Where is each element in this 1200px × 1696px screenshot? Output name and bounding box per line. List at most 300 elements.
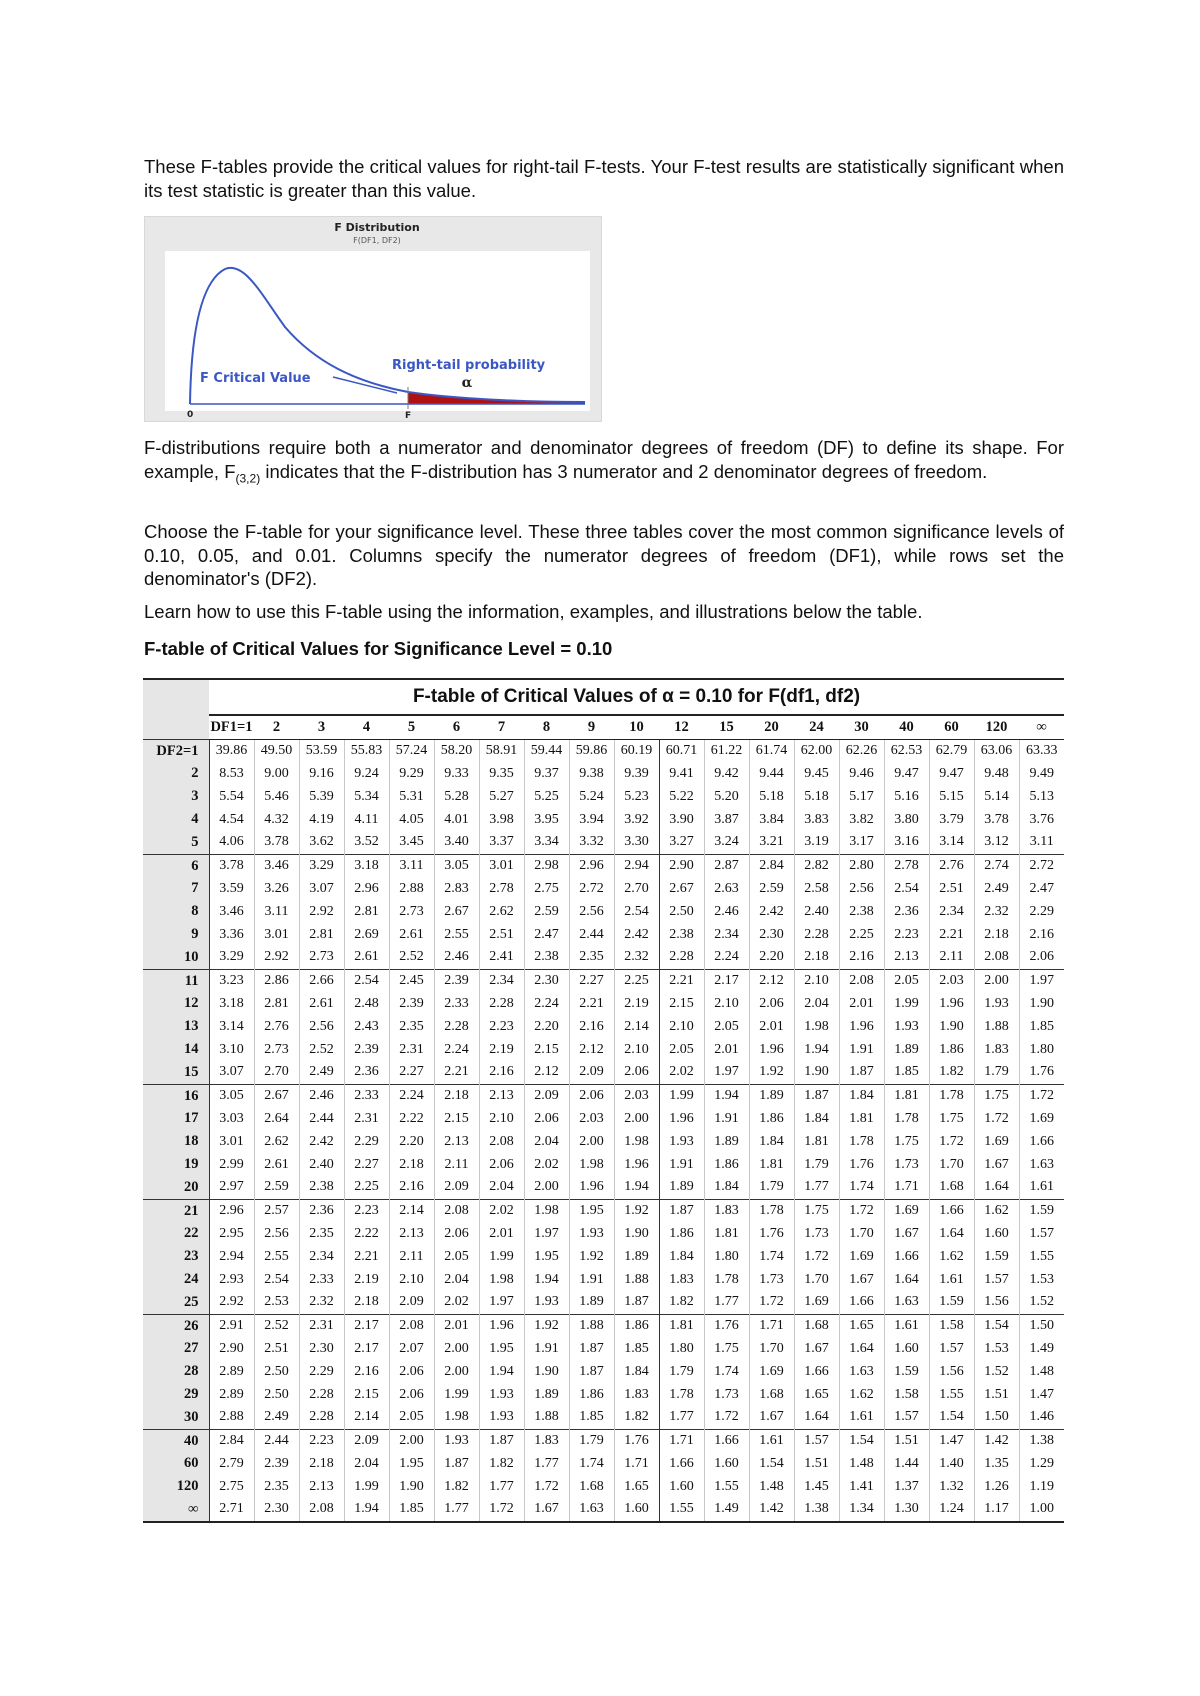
critical-value-cell: 1.66 [839, 1291, 884, 1314]
critical-value-cell: 2.28 [434, 1015, 479, 1038]
learn-paragraph: Learn how to use this F-table using the information, examples, and illustrations below the table. [144, 601, 923, 622]
critical-value-cell: 2.73 [254, 1038, 299, 1061]
critical-value-cell: 1.35 [974, 1453, 1019, 1476]
critical-value-cell: 2.20 [524, 1015, 569, 1038]
critical-value-cell: 2.16 [479, 1061, 524, 1084]
df1-header: 20 [749, 715, 794, 739]
critical-value-cell: 2.48 [344, 993, 389, 1016]
df2-label: 28 [143, 1360, 209, 1383]
critical-value-cell: 1.87 [479, 1429, 524, 1452]
critical-value-cell: 5.39 [299, 785, 344, 808]
critical-value-cell: 2.59 [254, 1176, 299, 1199]
critical-value-cell: 1.89 [614, 1245, 659, 1268]
critical-value-cell: 1.74 [749, 1245, 794, 1268]
critical-value-cell: 1.91 [659, 1153, 704, 1176]
critical-value-cell: 2.15 [524, 1038, 569, 1061]
critical-value-cell: 4.11 [344, 808, 389, 831]
critical-value-cell: 2.18 [344, 1291, 389, 1314]
df1-header: 3 [299, 715, 344, 739]
critical-value-cell: 1.76 [749, 1223, 794, 1246]
critical-value-cell: 2.50 [254, 1360, 299, 1383]
table-row [143, 923, 1064, 946]
critical-value-cell: 3.80 [884, 808, 929, 831]
critical-value-cell: 2.53 [254, 1291, 299, 1314]
critical-value-cell: 53.59 [299, 739, 344, 762]
critical-value-cell: 3.79 [929, 808, 974, 831]
critical-value-cell: 2.38 [524, 946, 569, 969]
df2-label: 4 [143, 808, 209, 831]
critical-value-cell: 1.93 [884, 1015, 929, 1038]
df2-label: 120 [143, 1475, 209, 1498]
critical-value-cell: 1.78 [929, 1084, 974, 1107]
critical-value-cell: 49.50 [254, 739, 299, 762]
critical-value-cell: 2.02 [434, 1291, 479, 1314]
critical-value-cell: 2.80 [839, 854, 884, 877]
critical-value-cell: 1.55 [704, 1475, 749, 1498]
critical-value-cell: 2.64 [254, 1108, 299, 1131]
critical-value-cell: 1.83 [659, 1268, 704, 1291]
critical-value-cell: 2.76 [929, 854, 974, 877]
critical-value-cell: 9.37 [524, 763, 569, 786]
critical-value-cell: 2.18 [389, 1153, 434, 1176]
critical-value-cell: 1.84 [794, 1108, 839, 1131]
critical-value-cell: 1.89 [659, 1176, 704, 1199]
critical-value-cell: 1.42 [749, 1498, 794, 1522]
critical-value-cell: 3.21 [749, 831, 794, 854]
df1-header: 15 [704, 715, 749, 739]
critical-value-cell: 2.61 [254, 1153, 299, 1176]
df1-header: ∞ [1019, 715, 1064, 739]
critical-value-cell: 1.78 [704, 1268, 749, 1291]
critical-value-cell: 2.67 [254, 1084, 299, 1107]
critical-value-cell: 2.17 [704, 969, 749, 992]
critical-value-cell: 58.20 [434, 739, 479, 762]
critical-value-cell: 1.89 [569, 1291, 614, 1314]
critical-value-cell: 2.40 [299, 1153, 344, 1176]
critical-value-cell: 1.82 [659, 1291, 704, 1314]
table-row [143, 1108, 1064, 1131]
critical-value-cell: 1.68 [794, 1314, 839, 1337]
table-row [143, 831, 1064, 854]
critical-value-cell: 2.31 [389, 1038, 434, 1061]
critical-value-cell: 1.98 [479, 1268, 524, 1291]
critical-value-cell: 2.27 [569, 969, 614, 992]
critical-value-cell: 2.54 [614, 900, 659, 923]
critical-value-cell: 2.25 [614, 969, 659, 992]
critical-value-cell: 2.14 [344, 1406, 389, 1429]
critical-value-cell: 2.91 [209, 1314, 254, 1337]
critical-value-cell: 2.92 [254, 946, 299, 969]
critical-value-cell: 1.93 [569, 1223, 614, 1246]
critical-value-cell: 9.46 [839, 763, 884, 786]
critical-value-cell: 5.25 [524, 785, 569, 808]
critical-value-cell: 5.54 [209, 785, 254, 808]
critical-value-cell: 1.81 [704, 1223, 749, 1246]
table-row [143, 1199, 1064, 1222]
df1-header: 9 [569, 715, 614, 739]
critical-value-cell: 1.94 [794, 1038, 839, 1061]
critical-value-cell: 2.33 [344, 1084, 389, 1107]
critical-value-cell: 2.06 [1019, 946, 1064, 969]
critical-value-cell: 2.29 [344, 1130, 389, 1153]
table-row [143, 1061, 1064, 1084]
critical-value-cell: 1.93 [524, 1291, 569, 1314]
critical-value-cell: 1.90 [1019, 993, 1064, 1016]
critical-value-cell: 1.70 [839, 1223, 884, 1246]
critical-value-cell: 1.94 [524, 1268, 569, 1291]
critical-value-cell: 1.84 [659, 1245, 704, 1268]
critical-value-cell: 1.83 [704, 1199, 749, 1222]
critical-value-cell: 9.44 [749, 763, 794, 786]
critical-value-cell: 2.00 [524, 1176, 569, 1199]
critical-value-cell: 4.19 [299, 808, 344, 831]
critical-value-cell: 1.81 [839, 1108, 884, 1131]
critical-value-cell: 3.82 [839, 808, 884, 831]
critical-value-cell: 1.95 [524, 1245, 569, 1268]
critical-value-cell: 1.87 [839, 1061, 884, 1084]
critical-value-cell: 1.98 [524, 1199, 569, 1222]
critical-value-cell: 2.06 [569, 1084, 614, 1107]
critical-value-cell: 2.08 [389, 1314, 434, 1337]
critical-value-cell: 1.85 [389, 1498, 434, 1522]
critical-value-cell: 1.63 [884, 1291, 929, 1314]
table-row [143, 1383, 1064, 1406]
table-row [143, 1291, 1064, 1314]
critical-value-cell: 2.75 [524, 878, 569, 901]
critical-value-cell: 1.73 [794, 1223, 839, 1246]
critical-value-cell: 2.28 [794, 923, 839, 946]
critical-value-cell: 2.05 [434, 1245, 479, 1268]
critical-value-cell: 2.54 [884, 878, 929, 901]
critical-value-cell: 1.54 [839, 1429, 884, 1452]
df2-label: 7 [143, 878, 209, 901]
critical-value-cell: 9.00 [254, 763, 299, 786]
critical-value-cell: 2.04 [344, 1453, 389, 1476]
critical-value-cell: 3.11 [1019, 831, 1064, 854]
intro-paragraph: These F-tables provide the critical values for right-tail F-tests. Your F-test results are statistically significant when its test statistic is greater than this value. [144, 156, 1064, 201]
critical-value-cell: 2.44 [254, 1429, 299, 1452]
critical-value-cell: 8.53 [209, 763, 254, 786]
critical-value-cell: 1.65 [794, 1383, 839, 1406]
critical-value-cell: 2.49 [299, 1061, 344, 1084]
critical-value-cell: 2.30 [254, 1498, 299, 1522]
critical-value-cell: 1.51 [884, 1429, 929, 1452]
critical-value-cell: 1.59 [929, 1291, 974, 1314]
critical-value-cell: 2.70 [254, 1061, 299, 1084]
critical-value-cell: 1.79 [569, 1429, 614, 1452]
critical-value-cell: 1.59 [884, 1360, 929, 1383]
critical-value-cell: 2.81 [299, 923, 344, 946]
critical-value-cell: 3.45 [389, 831, 434, 854]
critical-value-cell: 9.16 [299, 763, 344, 786]
critical-value-cell: 2.28 [299, 1406, 344, 1429]
critical-value-cell: 2.12 [524, 1061, 569, 1084]
df2-label: DF2=1 [143, 739, 209, 762]
df2-label: 30 [143, 1406, 209, 1429]
critical-value-cell: 2.88 [209, 1406, 254, 1429]
table-row [143, 808, 1064, 831]
critical-value-cell: 1.78 [659, 1383, 704, 1406]
critical-value-cell: 2.15 [434, 1108, 479, 1131]
df2-label: 8 [143, 900, 209, 923]
critical-value-cell: 5.46 [254, 785, 299, 808]
table-row [143, 1453, 1064, 1476]
critical-value-cell: 1.93 [479, 1383, 524, 1406]
critical-value-cell: 1.75 [794, 1199, 839, 1222]
critical-value-cell: 2.92 [299, 900, 344, 923]
critical-value-cell: 1.66 [929, 1199, 974, 1222]
df2-label: 3 [143, 785, 209, 808]
critical-value-cell: 58.91 [479, 739, 524, 762]
df2-label: 26 [143, 1314, 209, 1337]
critical-value-cell: 2.39 [389, 993, 434, 1016]
critical-value-cell: 3.29 [209, 946, 254, 969]
critical-value-cell: 1.82 [929, 1061, 974, 1084]
critical-value-cell: 9.42 [704, 763, 749, 786]
table-row [143, 1015, 1064, 1038]
critical-value-cell: 1.96 [569, 1176, 614, 1199]
df2-label: 22 [143, 1223, 209, 1246]
critical-value-cell: 2.84 [749, 854, 794, 877]
critical-value-cell: 1.45 [794, 1475, 839, 1498]
critical-value-cell: 1.71 [659, 1429, 704, 1452]
critical-value-cell: 2.86 [254, 969, 299, 992]
df2-label: 18 [143, 1130, 209, 1153]
critical-value-cell: 1.79 [974, 1061, 1019, 1084]
critical-value-cell: 2.21 [569, 993, 614, 1016]
table-row [143, 1084, 1064, 1107]
critical-value-cell: 2.81 [344, 900, 389, 923]
critical-value-cell: 2.28 [479, 993, 524, 1016]
critical-value-cell: 2.74 [974, 854, 1019, 877]
critical-value-cell: 1.53 [1019, 1268, 1064, 1291]
table-row [143, 1153, 1064, 1176]
critical-value-cell: 1.61 [884, 1314, 929, 1337]
critical-value-cell: 2.83 [434, 878, 479, 901]
critical-value-cell: 1.91 [704, 1108, 749, 1131]
critical-value-cell: 2.32 [299, 1291, 344, 1314]
table-choice-paragraph: Choose the F-table for your significance level. These three tables cover the most common significance levels of 0.10, 0.05, and 0.01. Columns specify the numerator degrees of freedom (DF1), while rows set the denominator's (DF2). [144, 521, 1064, 589]
critical-value-cell: 1.69 [884, 1199, 929, 1222]
critical-value-cell: 1.73 [704, 1383, 749, 1406]
critical-value-cell: 2.95 [209, 1223, 254, 1246]
critical-value-cell: 3.19 [794, 831, 839, 854]
critical-value-cell: 1.78 [884, 1108, 929, 1131]
critical-value-cell: 1.82 [434, 1475, 479, 1498]
table-corner [143, 679, 209, 739]
df2-label: 5 [143, 831, 209, 854]
critical-value-cell: 2.41 [479, 946, 524, 969]
critical-value-cell: 1.70 [929, 1153, 974, 1176]
critical-value-cell: 3.34 [524, 831, 569, 854]
critical-value-cell: 1.58 [884, 1383, 929, 1406]
table-row [143, 1130, 1064, 1153]
critical-value-cell: 2.90 [209, 1338, 254, 1361]
critical-value-cell: 1.51 [794, 1453, 839, 1476]
critical-value-cell: 1.95 [479, 1338, 524, 1361]
critical-value-cell: 1.80 [704, 1245, 749, 1268]
critical-value-cell: 3.92 [614, 808, 659, 831]
df1-header: 10 [614, 715, 659, 739]
critical-value-cell: 4.32 [254, 808, 299, 831]
df2-label: 14 [143, 1038, 209, 1061]
critical-value-cell: 5.28 [434, 785, 479, 808]
critical-value-cell: 1.77 [659, 1406, 704, 1429]
critical-value-cell: 2.24 [524, 993, 569, 1016]
critical-value-cell: 1.60 [974, 1223, 1019, 1246]
df2-label: 11 [143, 969, 209, 992]
critical-value-cell: 1.89 [704, 1130, 749, 1153]
critical-value-cell: 1.17 [974, 1498, 1019, 1522]
table-row [143, 993, 1064, 1016]
critical-value-cell: 3.27 [659, 831, 704, 854]
critical-value-cell: 2.34 [929, 900, 974, 923]
critical-value-cell: 2.61 [299, 993, 344, 1016]
critical-value-cell: 2.06 [524, 1108, 569, 1131]
critical-value-cell: 1.57 [929, 1338, 974, 1361]
critical-value-cell: 9.49 [1019, 763, 1064, 786]
critical-value-cell: 3.87 [704, 808, 749, 831]
df2-label: 2 [143, 763, 209, 786]
critical-value-cell: 1.58 [929, 1314, 974, 1337]
table-row [143, 946, 1064, 969]
critical-value-cell: 3.36 [209, 923, 254, 946]
critical-value-cell: 2.13 [479, 1084, 524, 1107]
critical-value-cell: 2.75 [209, 1475, 254, 1498]
critical-value-cell: 1.77 [794, 1176, 839, 1199]
df2-label: 15 [143, 1061, 209, 1084]
df2-label: 10 [143, 946, 209, 969]
critical-value-cell: 2.42 [614, 923, 659, 946]
critical-value-cell: 1.95 [389, 1453, 434, 1476]
critical-value-cell: 2.04 [434, 1268, 479, 1291]
critical-value-cell: 1.87 [794, 1084, 839, 1107]
critical-value-cell: 2.35 [389, 1015, 434, 1038]
table-row [143, 1223, 1064, 1246]
critical-value-cell: 1.83 [524, 1429, 569, 1452]
table-row [143, 854, 1064, 877]
critical-value-cell: 1.86 [704, 1153, 749, 1176]
critical-value-cell: 2.21 [344, 1245, 389, 1268]
critical-value-cell: 1.87 [569, 1338, 614, 1361]
critical-value-cell: 2.58 [794, 878, 839, 901]
critical-value-cell: 1.51 [974, 1383, 1019, 1406]
critical-value-cell: 59.44 [524, 739, 569, 762]
table-row [143, 1360, 1064, 1383]
critical-value-cell: 2.35 [569, 946, 614, 969]
df2-label: 23 [143, 1245, 209, 1268]
critical-value-cell: 1.72 [749, 1291, 794, 1314]
critical-value-cell: 2.36 [344, 1061, 389, 1084]
critical-value-cell: 1.75 [929, 1108, 974, 1131]
critical-value-cell: 2.35 [254, 1475, 299, 1498]
critical-value-cell: 1.96 [929, 993, 974, 1016]
critical-value-cell: 2.16 [344, 1360, 389, 1383]
critical-value-cell: 1.72 [479, 1498, 524, 1522]
critical-value-cell: 1.64 [884, 1268, 929, 1291]
critical-value-cell: 1.61 [929, 1268, 974, 1291]
critical-value-cell: 2.40 [794, 900, 839, 923]
table-caption: F-table of Critical Values of α = 0.10 for F(df1, df2) [209, 679, 1064, 715]
critical-value-cell: 1.76 [1019, 1061, 1064, 1084]
critical-value-cell: 1.86 [614, 1314, 659, 1337]
critical-value-cell: 1.76 [839, 1153, 884, 1176]
critical-value-cell: 1.41 [839, 1475, 884, 1498]
critical-value-cell: 3.23 [209, 969, 254, 992]
critical-value-cell: 3.98 [479, 808, 524, 831]
critical-value-cell: 1.85 [1019, 1015, 1064, 1038]
critical-value-cell: 2.20 [749, 946, 794, 969]
critical-value-cell: 1.95 [569, 1199, 614, 1222]
critical-value-cell: 2.31 [344, 1108, 389, 1131]
critical-value-cell: 1.48 [1019, 1360, 1064, 1383]
critical-value-cell: 2.30 [299, 1338, 344, 1361]
critical-value-cell: 2.56 [839, 878, 884, 901]
critical-value-cell: 3.10 [209, 1038, 254, 1061]
critical-value-cell: 1.76 [704, 1314, 749, 1337]
critical-value-cell: 2.55 [434, 923, 479, 946]
critical-value-cell: 2.06 [749, 993, 794, 1016]
critical-value-cell: 2.10 [389, 1268, 434, 1291]
critical-value-cell: 9.39 [614, 763, 659, 786]
critical-value-cell: 1.84 [749, 1130, 794, 1153]
critical-value-cell: 1.79 [749, 1176, 794, 1199]
critical-value-cell: 1.69 [794, 1291, 839, 1314]
critical-value-cell: 1.96 [749, 1038, 794, 1061]
critical-value-cell: 4.06 [209, 831, 254, 854]
critical-value-cell: 2.12 [749, 969, 794, 992]
critical-value-cell: 1.83 [614, 1383, 659, 1406]
critical-value-cell: 2.23 [479, 1015, 524, 1038]
critical-value-cell: 4.54 [209, 808, 254, 831]
critical-value-cell: 2.18 [974, 923, 1019, 946]
critical-value-cell: 2.42 [299, 1130, 344, 1153]
critical-value-cell: 2.52 [254, 1314, 299, 1337]
critical-value-cell: 1.69 [749, 1360, 794, 1383]
critical-value-cell: 2.28 [659, 946, 704, 969]
critical-value-cell: 2.52 [299, 1038, 344, 1061]
critical-value-cell: 1.59 [974, 1245, 1019, 1268]
critical-value-cell: 4.05 [389, 808, 434, 831]
critical-value-cell: 2.24 [434, 1038, 479, 1061]
critical-value-cell: 2.10 [614, 1038, 659, 1061]
critical-value-cell: 2.21 [434, 1061, 479, 1084]
critical-value-cell: 1.73 [749, 1268, 794, 1291]
critical-value-cell: 1.47 [1019, 1383, 1064, 1406]
critical-value-cell: 1.67 [884, 1223, 929, 1246]
critical-value-cell: 2.04 [524, 1130, 569, 1153]
critical-value-cell: 1.75 [974, 1084, 1019, 1107]
critical-value-cell: 2.44 [569, 923, 614, 946]
df2-label: 16 [143, 1084, 209, 1107]
critical-value-cell: 2.27 [389, 1061, 434, 1084]
critical-value-cell: 2.90 [659, 854, 704, 877]
critical-value-cell: 1.85 [884, 1061, 929, 1084]
right-tail-label: Right-tail probability [392, 358, 546, 373]
critical-value-cell: 2.50 [659, 900, 704, 923]
critical-value-cell: 1.74 [839, 1176, 884, 1199]
critical-value-cell: 2.23 [299, 1429, 344, 1452]
critical-value-cell: 2.09 [389, 1291, 434, 1314]
critical-value-cell: 1.66 [659, 1453, 704, 1476]
critical-value-cell: 2.56 [254, 1223, 299, 1246]
critical-value-cell: 2.46 [704, 900, 749, 923]
critical-value-cell: 1.55 [1019, 1245, 1064, 1268]
critical-value-cell: 2.01 [434, 1314, 479, 1337]
critical-value-cell: 5.27 [479, 785, 524, 808]
critical-value-cell: 1.92 [524, 1314, 569, 1337]
table-row [143, 785, 1064, 808]
